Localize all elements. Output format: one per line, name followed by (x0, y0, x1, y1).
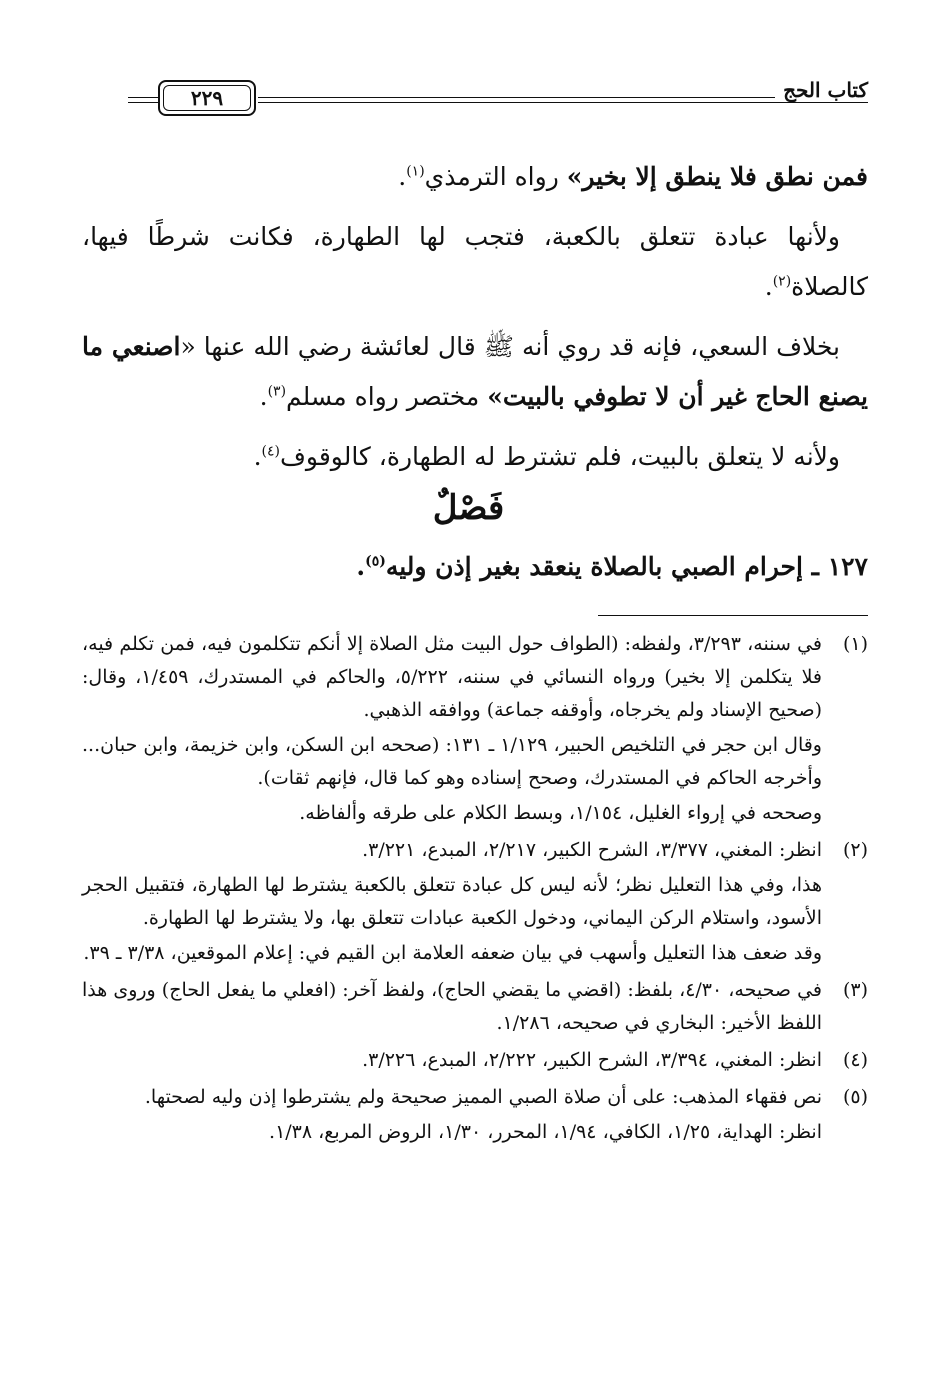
paragraph-3-text: بخلاف السعي، فإنه قد روي أنه ﷺ قال لعائشة رضي الله عنها « (180, 332, 840, 361)
footnote-ref-1: (١) (406, 163, 425, 180)
paragraph-2-end: . (764, 272, 773, 301)
footnote-5 (82, 1081, 868, 1151)
paragraph-2-text: ولأنها عبادة تتعلق بالكعبة، فتجب لها الطهارة، فكانت شرطًا فيها، كالصلاة (82, 222, 868, 301)
paragraph-1-text: رواه الترمذي (424, 162, 567, 191)
paragraph-3-source: مختصر رواه مسلم (286, 382, 488, 411)
footnote-text: انظر: الهداية، ١/٢٥، الكافي، ١/٩٤، المحرر، ١/٣٠، الروض المربع، ١/٣٨. (269, 1121, 822, 1143)
section-heading: فَصْلٌ (432, 488, 505, 528)
hadith-quote-2: اصنعي ما يصنع الحاج غير أن لا تطوفي بالبيت» (82, 332, 868, 411)
paragraph-4-text: ولأنه لا يتعلق بالبيت، فلم تشترط له الطهارة، كالوقوف (280, 442, 840, 471)
hadith-quote-1: فمن نطق فلا ينطق إلا بخير» (566, 162, 868, 191)
footnote-mark: (١) (842, 633, 868, 655)
footnote-text: في صحيحه، ٤/٣٠، بلفظ: (اقضي ما يقضي الحاج)، ولفظ آخر: (افعلي ما يفعل الحاج) وروى هذا اللفظ الأخير: البخاري في صحيحه، ١/٢٨٦. (82, 979, 822, 1034)
running-title: كتاب الحج (775, 78, 868, 102)
footnote-mark: (٥) (842, 1086, 868, 1108)
footnote-2 (82, 834, 868, 972)
footnote-text: وقد ضعف هذا التعليل وأسهب في بيان ضعفه العلامة ابن القيم في: إعلام الموقعين، ٣/٣٨ ـ ٣٩. (83, 942, 822, 964)
footnote-ref-5: (٥) (365, 553, 386, 570)
footnote-3 (82, 974, 868, 1042)
paragraph-3-end: . (259, 382, 268, 411)
paragraph-3 (82, 322, 868, 422)
page-number-frame (158, 80, 256, 116)
footnote-4 (82, 1044, 868, 1079)
page-number: ٢٢٩ (190, 86, 224, 110)
footnote-text: وقال ابن حجر في التلخيص الحبير، ١/١٢٩ ـ ١٣١: (صححه ابن السكن، وابن خزيمة، وابن حبان... وأخرجه الحاكم في المستدرك، وصحح إسناده وهو كما قال، فإنهم ثقات). (82, 734, 822, 789)
main-text (82, 152, 868, 492)
paragraph-4 (82, 432, 868, 482)
paragraph-1-end: . (398, 162, 407, 191)
paragraph-2 (82, 212, 868, 312)
footnote-text: انظر: المغني، ٣/٣٩٤، الشرح الكبير، ٢/٢٢٢، المبدع، ٣/٢٢٦. (362, 1049, 822, 1071)
footnote-text: انظر: المغني، ٣/٣٧٧، الشرح الكبير، ٢/٢١٧، المبدع، ٣/٢٢١. (362, 839, 822, 861)
footnote-ref-3: (٣) (267, 383, 287, 400)
issue-heading (82, 545, 868, 589)
footnote-mark: (٣) (842, 979, 868, 1001)
footnote-text: وصححه في إرواء الغليل، ١/١٥٤، وبسط الكلام على طرقه وألفاظه. (299, 802, 822, 824)
footnote-text: في سننه، ٣/٢٩٣، ولفظه: (الطواف حول البيت مثل الصلاة إلا أنكم تتكلمون فيه، فمن تكلم فيه، فلا يتكلمن إلا بخير) ورواه النسائي في سننه، ٥/٢٢٢، والحاكم في المستدرك، ١/٤٥٩، وقال: (صحيح الإسناد ولم يخرجاه، وأوقفه جماعة) ووافقه الذهبي. (82, 633, 822, 721)
footnote-separator (598, 615, 868, 616)
footnote-text: هذا، وفي هذا التعليل نظر؛ لأنه ليس كل عبادة تتعلق بالكعبة يشترط لها الطهارة، فتقبيل الحجر الأسود، واستلام الركن اليماني، ودخول الكعبة عبادات تتعلق بها، ولا يشترط لها الطهارة. (82, 874, 822, 929)
footnote-ref-4: (٤) (261, 443, 280, 460)
paragraph-4-end: . (253, 442, 262, 471)
page-header (128, 78, 868, 118)
footnote-1 (82, 628, 868, 832)
footnote-ref-2: (٢) (772, 273, 792, 290)
paragraph-1 (82, 152, 868, 202)
issue-text: ١٢٧ ـ إحرام الصبي بالصلاة ينعقد بغير إذن وليه (385, 552, 868, 581)
footnote-text: نص فقهاء المذهب: على أن صلاة الصبي المميز صحيحة ولم يشترطوا إذن وليه لصحتها. (144, 1086, 822, 1108)
footnotes (82, 628, 868, 1153)
footnote-mark: (٤) (842, 1049, 868, 1071)
issue-end: . (356, 552, 366, 581)
footnote-mark: (٢) (842, 839, 868, 861)
